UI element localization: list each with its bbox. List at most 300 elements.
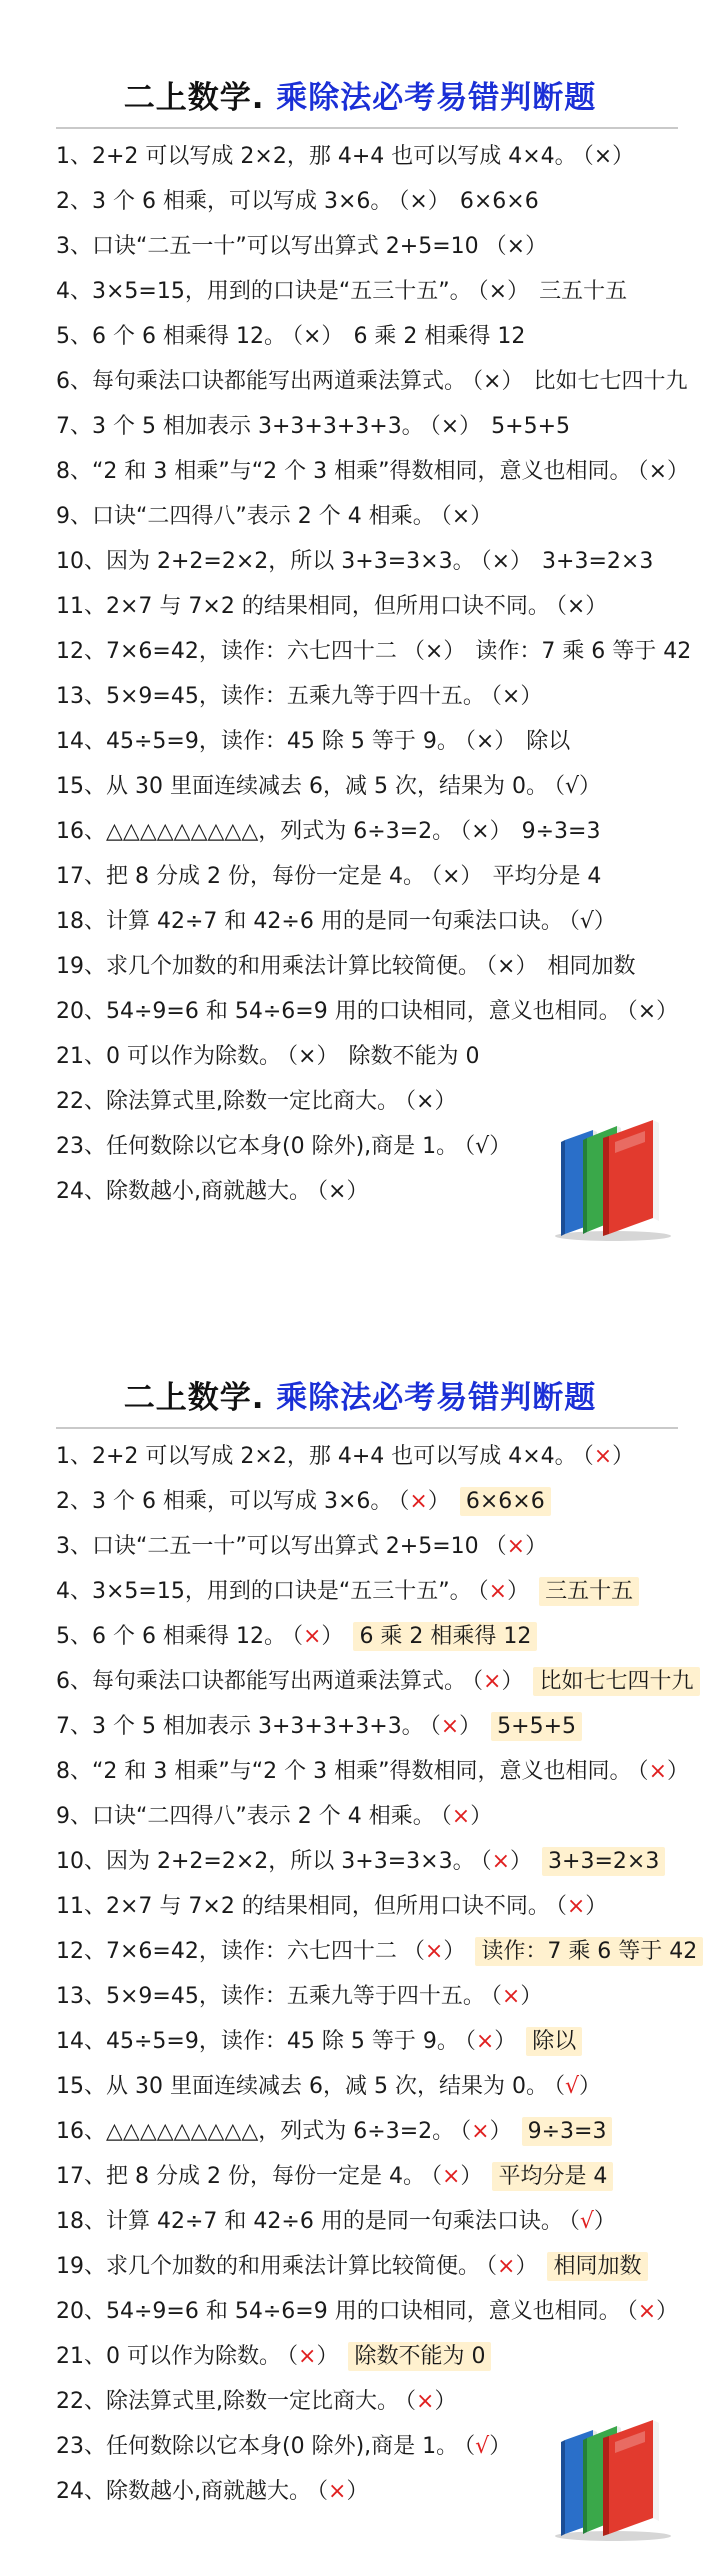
- mark-value: ×: [566, 594, 586, 619]
- judgement-mark: [405, 1089, 456, 1114]
- paren-right: ）: [459, 1714, 482, 1739]
- question-number: 19、: [56, 954, 106, 979]
- question-row: [56, 764, 706, 809]
- paren-right: ）: [525, 234, 548, 259]
- question-number: 16、: [56, 2119, 106, 2144]
- mark-value: √: [564, 2074, 579, 2099]
- question-number: 10、: [56, 549, 106, 574]
- question-text: 口诀“二五一十”可以写出算式 2+5=10: [92, 234, 479, 259]
- question-row: [56, 854, 706, 899]
- question-row: [56, 1524, 706, 1569]
- question-number: 3、: [56, 1534, 92, 1559]
- paren-right: ）: [470, 1804, 493, 1829]
- question-text: 口诀“二四得八”表示 2 个 4 相乘。: [92, 504, 435, 529]
- mark-value: ×: [471, 819, 490, 844]
- question-text: 5×9=45，读作：五乘九等于四十五。: [106, 684, 485, 709]
- correction-text: 6×6×6: [459, 189, 539, 214]
- judgement-mark: [486, 2254, 537, 2279]
- question-text: 从 30 里面连续减去 6，减 5 次，结果为 0。: [106, 2074, 548, 2099]
- question-text: △△△△△△△△△，列式为 6÷3=2。: [106, 2119, 455, 2144]
- mark-value: ×: [488, 1579, 508, 1604]
- question-number: 14、: [56, 2029, 106, 2054]
- judgement-mark: [460, 819, 511, 844]
- paren-left: （: [429, 1714, 441, 1739]
- paren-left: （: [398, 189, 410, 214]
- question-row: [56, 1659, 706, 1704]
- question-text: 2+2 可以写成 2×2，那 4+4 也可以写成 4×4。: [92, 1444, 577, 1469]
- question-text: 除法算式里,除数一定比商大。: [106, 1089, 399, 1114]
- mark-value: ×: [637, 2299, 657, 2324]
- question-row: [56, 2244, 706, 2289]
- judgement-mark: [554, 774, 601, 799]
- page-title: [0, 1372, 720, 1417]
- correction-text: 平均分是 4: [492, 864, 602, 889]
- question-number: 2、: [56, 1489, 92, 1514]
- mark-value: ×: [409, 1489, 428, 1514]
- judgement-mark: [317, 2479, 368, 2504]
- question-text: 从 30 里面连续减去 6，减 5 次，结果为 0。: [106, 774, 548, 799]
- paren-right: ）: [321, 1624, 344, 1649]
- paren-left: （: [555, 1894, 567, 1919]
- paren-left: （: [490, 1984, 502, 2009]
- paren-right: ）: [501, 369, 524, 394]
- paren-right: ）: [585, 594, 608, 619]
- mark-value: ×: [424, 639, 444, 664]
- paren-right: ）: [460, 864, 483, 889]
- paren-right: ）: [316, 1044, 339, 1069]
- judgement-mark: [485, 1534, 547, 1559]
- question-row: [56, 539, 706, 584]
- judgement-mark: [569, 2209, 616, 2234]
- question-row: [56, 989, 706, 1034]
- title-prefix: 二上数学.: [123, 1380, 265, 1416]
- question-text: 0 可以作为除数。: [106, 1044, 281, 1069]
- paren-left: （: [287, 2344, 299, 2369]
- correction-text: 比如七七四十九: [533, 1667, 699, 1696]
- judgement-mark: [292, 324, 343, 349]
- mark-value: ×: [441, 864, 461, 889]
- question-text: 7×6=42，读作：六七四十二: [106, 1939, 397, 1964]
- question-number: 17、: [56, 2164, 106, 2189]
- question-number: 11、: [56, 1894, 106, 1919]
- judgement-mark: [460, 2119, 511, 2144]
- paren-left: （: [582, 144, 594, 169]
- question-row: [56, 1884, 706, 1929]
- question-number: 18、: [56, 2209, 106, 2234]
- question-row: [56, 314, 706, 359]
- paren-left: （: [464, 729, 476, 754]
- paren-left: （: [405, 1089, 417, 1114]
- question-number: 20、: [56, 2299, 106, 2324]
- correction-text: 平均分是 4: [492, 2162, 613, 2191]
- question-number: 10、: [56, 1849, 106, 1874]
- question-text: 3 个 6 相乘，可以写成 3×6。: [92, 189, 393, 214]
- question-number: 15、: [56, 2074, 106, 2099]
- question-number: 21、: [56, 2344, 106, 2369]
- mark-value: ×: [440, 1714, 460, 1739]
- correction-text: 5+5+5: [491, 1712, 582, 1741]
- question-text: 计算 42÷7 和 42÷6 用的是同一句乘法口诀。: [106, 909, 563, 934]
- question-number: 16、: [56, 819, 106, 844]
- judgement-mark: [398, 189, 449, 214]
- paren-right: ）: [470, 504, 493, 529]
- question-text: 求几个加数的和用乘法计算比较简便。: [106, 954, 481, 979]
- question-text: 每句乘法口诀都能写出两道乘法算式。: [92, 1669, 467, 1694]
- judgement-mark: [583, 144, 634, 169]
- question-row: [56, 404, 706, 449]
- paren-left: （: [480, 549, 492, 574]
- paren-left: （: [460, 819, 472, 844]
- paren-left: （: [464, 2434, 476, 2459]
- paren-left: （: [582, 1444, 594, 1469]
- judgement-mark: [464, 1134, 511, 1159]
- paren-right: ）: [427, 189, 450, 214]
- mark-value: ×: [441, 2164, 461, 2189]
- question-row: [56, 179, 706, 224]
- question-number: 22、: [56, 2389, 106, 2414]
- question-text: 任何数除以它本身(0 除外),商是 1。: [106, 1134, 459, 1159]
- paren-left: （: [440, 504, 452, 529]
- mark-value: ×: [302, 1624, 322, 1649]
- question-number: 5、: [56, 1624, 92, 1649]
- question-number: 20、: [56, 999, 106, 1024]
- mark-value: ×: [491, 1849, 511, 1874]
- judgement-mark: [403, 639, 465, 664]
- judgement-mark: [465, 2029, 516, 2054]
- books-icon: [545, 2412, 675, 2542]
- question-row: [56, 1479, 706, 1524]
- paren-left: （: [477, 1579, 489, 1604]
- paren-left: （: [553, 2074, 565, 2099]
- judgement-mark: [491, 1984, 542, 2009]
- paren-left: （: [430, 864, 442, 889]
- question-row: [56, 1434, 706, 1479]
- question-number: 12、: [56, 639, 106, 664]
- title-highlight: 乘除法必考易错判断题: [276, 80, 597, 116]
- question-text: 3 个 5 相加表示 3+3+3+3+3。: [92, 1714, 424, 1739]
- paren-right: ）: [510, 1849, 533, 1874]
- question-row: [56, 719, 706, 764]
- mark-value: √: [579, 909, 594, 934]
- question-number: 9、: [56, 1804, 92, 1829]
- paren-right: ）: [346, 1179, 369, 1204]
- paren-right: ）: [520, 684, 543, 709]
- paren-right: ）: [515, 954, 538, 979]
- question-number: 18、: [56, 909, 106, 934]
- correction-text: 5+5+5: [491, 414, 571, 439]
- question-number: 1、: [56, 1444, 92, 1469]
- paren-right: ）: [459, 414, 482, 439]
- paren-right: ）: [525, 1534, 548, 1559]
- paren-right: ）: [494, 2029, 517, 2054]
- judgement-mark: [478, 1579, 529, 1604]
- mark-value: ×: [328, 1179, 347, 1204]
- question-row: [56, 2154, 706, 2199]
- question-text: 7×6=42，读作：六七四十二: [106, 639, 397, 664]
- question-text: 2×7 与 7×2 的结果相同，但所用口诀不同。: [106, 1894, 550, 1919]
- judgement-mark: [441, 1804, 492, 1829]
- correction-text: 相同加数: [547, 954, 636, 979]
- judgement-mark: [472, 369, 523, 394]
- correction-text: 比如七七四十九: [533, 369, 688, 394]
- judgement-mark: [486, 954, 537, 979]
- judgement-mark: [583, 1444, 634, 1469]
- question-text: 3 个 5 相加表示 3+3+3+3+3。: [92, 414, 424, 439]
- correction-text: 除数不能为 0: [348, 1044, 480, 1069]
- question-number: 13、: [56, 684, 106, 709]
- paren-left: （: [429, 414, 441, 439]
- mark-value: ×: [637, 999, 657, 1024]
- question-row: [56, 1974, 706, 2019]
- paren-left: （: [398, 1489, 410, 1514]
- paren-right: ）: [656, 2299, 679, 2324]
- question-number: 15、: [56, 774, 106, 799]
- title-divider: [56, 127, 678, 129]
- mark-value: ×: [491, 549, 511, 574]
- question-row: [56, 1569, 706, 1614]
- paren-left: （: [490, 684, 502, 709]
- question-row: [56, 224, 706, 269]
- paren-left: （: [553, 774, 565, 799]
- question-text: 因为 2+2=2×2，所以 3+3=3×3。: [106, 549, 475, 574]
- paren-right: ）: [434, 2389, 457, 2414]
- question-number: 14、: [56, 729, 106, 754]
- judgement-mark: [441, 504, 492, 529]
- judgement-mark: [638, 459, 689, 484]
- mark-value: ×: [593, 1444, 613, 1469]
- mark-value: ×: [475, 729, 495, 754]
- paren-left: （: [317, 1179, 329, 1204]
- paren-right: ）: [443, 639, 466, 664]
- question-row: [56, 2109, 706, 2154]
- question-text: 3×5=15，用到的口诀是“五三十五”。: [92, 279, 472, 304]
- question-row: [56, 2064, 706, 2109]
- correction-text: 相同加数: [547, 2252, 647, 2281]
- question-row: [56, 1794, 706, 1839]
- question-text: 口诀“二四得八”表示 2 个 4 相乘。: [92, 1804, 435, 1829]
- judgement-mark: [431, 2164, 482, 2189]
- paren-left: （: [405, 2389, 417, 2414]
- paren-left: （: [568, 909, 580, 934]
- judgement-mark: [556, 1894, 607, 1919]
- paren-left: （: [484, 1534, 507, 1559]
- paren-right: ）: [520, 1984, 543, 2009]
- question-row: [56, 629, 706, 674]
- paren-right: ）: [667, 459, 690, 484]
- question-text: 0 可以作为除数。: [106, 2344, 281, 2369]
- question-text: 求几个加数的和用乘法计算比较简便。: [106, 2254, 481, 2279]
- paren-left: （: [568, 2209, 580, 2234]
- paren-right: ）: [489, 819, 512, 844]
- mark-value: ×: [451, 1804, 471, 1829]
- paren-right: ）: [667, 1759, 690, 1784]
- mark-value: √: [579, 2209, 594, 2234]
- question-text: 54÷9=6 和 54÷6=9 用的口诀相同，意义也相同。: [106, 2299, 621, 2324]
- question-text: 口诀“二五一十”可以写出算式 2+5=10: [92, 1534, 479, 1559]
- question-row: [56, 1034, 706, 1079]
- question-text: 因为 2+2=2×2，所以 3+3=3×3。: [106, 1849, 475, 1874]
- paren-left: （: [626, 2299, 638, 2324]
- question-number: 9、: [56, 504, 92, 529]
- title-divider: [56, 1427, 678, 1429]
- paren-left: （: [440, 1804, 452, 1829]
- question-text: 6 个 6 相乘得 12。: [92, 324, 286, 349]
- correction-text: 三五十五: [539, 1577, 639, 1606]
- mark-value: ×: [483, 369, 502, 394]
- question-row: [56, 674, 706, 719]
- paren-left: （: [486, 2254, 498, 2279]
- paren-right: ）: [507, 279, 530, 304]
- judgement-mark: [287, 2344, 338, 2369]
- paren-right: ）: [515, 2254, 538, 2279]
- question-text: 计算 42÷7 和 42÷6 用的是同一句乘法口诀。: [106, 2209, 563, 2234]
- paren-right: ）: [593, 909, 616, 934]
- question-row: [56, 2019, 706, 2064]
- question-text: 2×7 与 7×2 的结果相同，但所用口诀不同。: [106, 594, 550, 619]
- judgement-mark: [292, 1624, 343, 1649]
- judgement-mark: [405, 2389, 456, 2414]
- correction-text: 9÷3=3: [521, 819, 601, 844]
- correction-text: 6 乘 2 相乘得 12: [353, 1622, 537, 1651]
- question-row: [56, 2334, 706, 2379]
- page-title: [0, 72, 720, 117]
- paren-right: ）: [579, 2074, 602, 2099]
- question-row: [56, 1704, 706, 1749]
- mark-value: ×: [648, 459, 667, 484]
- question-text: 45÷5=9，读作：45 除 5 等于 9。: [106, 729, 459, 754]
- judgement-mark: [403, 1939, 465, 1964]
- question-number: 13、: [56, 1984, 106, 2009]
- question-number: 1、: [56, 144, 92, 169]
- mark-value: ×: [488, 279, 508, 304]
- paren-right: ）: [510, 549, 533, 574]
- judgement-mark: [627, 999, 678, 1024]
- question-text: 5×9=45，读作：五乘九等于四十五。: [106, 1984, 485, 2009]
- judgement-mark: [491, 684, 542, 709]
- mark-value: ×: [471, 2119, 490, 2144]
- correction-text: 除以: [526, 2027, 582, 2056]
- question-number: 4、: [56, 279, 92, 304]
- correction-text: 三五十五: [539, 279, 628, 304]
- paren-left: （: [402, 639, 425, 664]
- paren-left: （: [637, 1759, 649, 1784]
- question-text: 6 个 6 相乘得 12。: [92, 1624, 286, 1649]
- paren-left: （: [287, 1044, 299, 1069]
- paren-left: （: [480, 1849, 492, 1874]
- title-highlight: 乘除法必考易错判断题: [276, 1380, 597, 1416]
- mark-value: ×: [483, 1669, 502, 1694]
- paren-left: （: [291, 324, 303, 349]
- mark-value: ×: [593, 144, 613, 169]
- paren-left: （: [637, 459, 649, 484]
- judgement-mark: [430, 414, 481, 439]
- question-text: 54÷9=6 和 54÷6=9 用的口诀相同，意义也相同。: [106, 999, 621, 1024]
- correction-text: 3+3=2×3: [542, 1847, 665, 1876]
- question-row: [56, 1749, 706, 1794]
- question-text: 除法算式里,除数一定比商大。: [106, 2389, 399, 2414]
- question-row: [56, 1614, 706, 1659]
- question-number: 22、: [56, 1089, 106, 1114]
- question-number: 3、: [56, 234, 92, 259]
- judgement-mark: [464, 2434, 511, 2459]
- judgement-mark: [485, 234, 547, 259]
- question-number: 6、: [56, 1669, 92, 1694]
- paren-right: ）: [612, 144, 635, 169]
- correction-text: 6 乘 2 相乘得 12: [353, 324, 526, 349]
- paren-right: ）: [489, 2434, 512, 2459]
- question-text: 3×5=15，用到的口诀是“五三十五”。: [92, 1579, 472, 1604]
- question-text: 任何数除以它本身(0 除外),商是 1。: [106, 2434, 459, 2459]
- mark-value: ×: [298, 2344, 317, 2369]
- paren-left: （: [464, 1134, 476, 1159]
- question-number: 12、: [56, 1939, 106, 1964]
- mark-value: ×: [566, 1894, 586, 1919]
- paren-left: （: [472, 1669, 484, 1694]
- question-row: [56, 269, 706, 314]
- question-text: 3 个 6 相乘，可以写成 3×6。: [92, 1489, 393, 1514]
- judgement-mark: [569, 909, 616, 934]
- mark-value: ×: [506, 234, 526, 259]
- mark-value: ×: [328, 2479, 347, 2504]
- judgement-mark: [287, 1044, 338, 1069]
- paren-right: ）: [460, 2164, 483, 2189]
- mark-value: ×: [497, 954, 516, 979]
- paren-right: ）: [316, 2344, 339, 2369]
- paren-left: （: [430, 2164, 442, 2189]
- question-row: [56, 2289, 706, 2334]
- paren-right: ）: [494, 729, 517, 754]
- question-list: [56, 134, 706, 1214]
- question-row: [56, 1839, 706, 1884]
- correction-text: 3+3=2×3: [542, 549, 654, 574]
- correction-text: 读作：7 乘 6 等于 42: [475, 1937, 703, 1966]
- question-row: [56, 359, 706, 404]
- question-row: [56, 1929, 706, 1974]
- mark-value: ×: [416, 2389, 435, 2414]
- paren-left: （: [486, 954, 498, 979]
- mark-value: ×: [424, 1939, 444, 1964]
- paren-left: （: [464, 2029, 476, 2054]
- paren-right: ）: [501, 1669, 524, 1694]
- paren-right: ）: [579, 774, 602, 799]
- paren-right: ）: [593, 2209, 616, 2234]
- judgement-mark: [472, 1669, 523, 1694]
- question-number: 2、: [56, 189, 92, 214]
- mark-value: ×: [409, 189, 428, 214]
- question-text: “2 和 3 相乘”与“2 个 3 相乘”得数相同，意义也相同。: [92, 1759, 632, 1784]
- question-number: 17、: [56, 864, 106, 889]
- question-row: [56, 944, 706, 989]
- question-list: [56, 1434, 706, 2514]
- paren-right: ）: [507, 1579, 530, 1604]
- mark-value: √: [475, 1134, 490, 1159]
- mark-value: √: [475, 2434, 490, 2459]
- question-row: [56, 134, 706, 179]
- question-number: 24、: [56, 1179, 106, 1204]
- question-text: 2+2 可以写成 2×2，那 4+4 也可以写成 4×4。: [92, 144, 577, 169]
- mark-value: ×: [416, 1089, 435, 1114]
- mark-value: ×: [497, 2254, 516, 2279]
- paren-left: （: [477, 279, 489, 304]
- title-prefix: 二上数学.: [123, 80, 265, 116]
- judgement-mark: [481, 549, 532, 574]
- question-row: [56, 449, 706, 494]
- mark-value: ×: [302, 324, 322, 349]
- question-row: [56, 809, 706, 854]
- judgement-mark: [638, 1759, 689, 1784]
- question-number: 19、: [56, 2254, 106, 2279]
- question-number: 8、: [56, 1759, 92, 1784]
